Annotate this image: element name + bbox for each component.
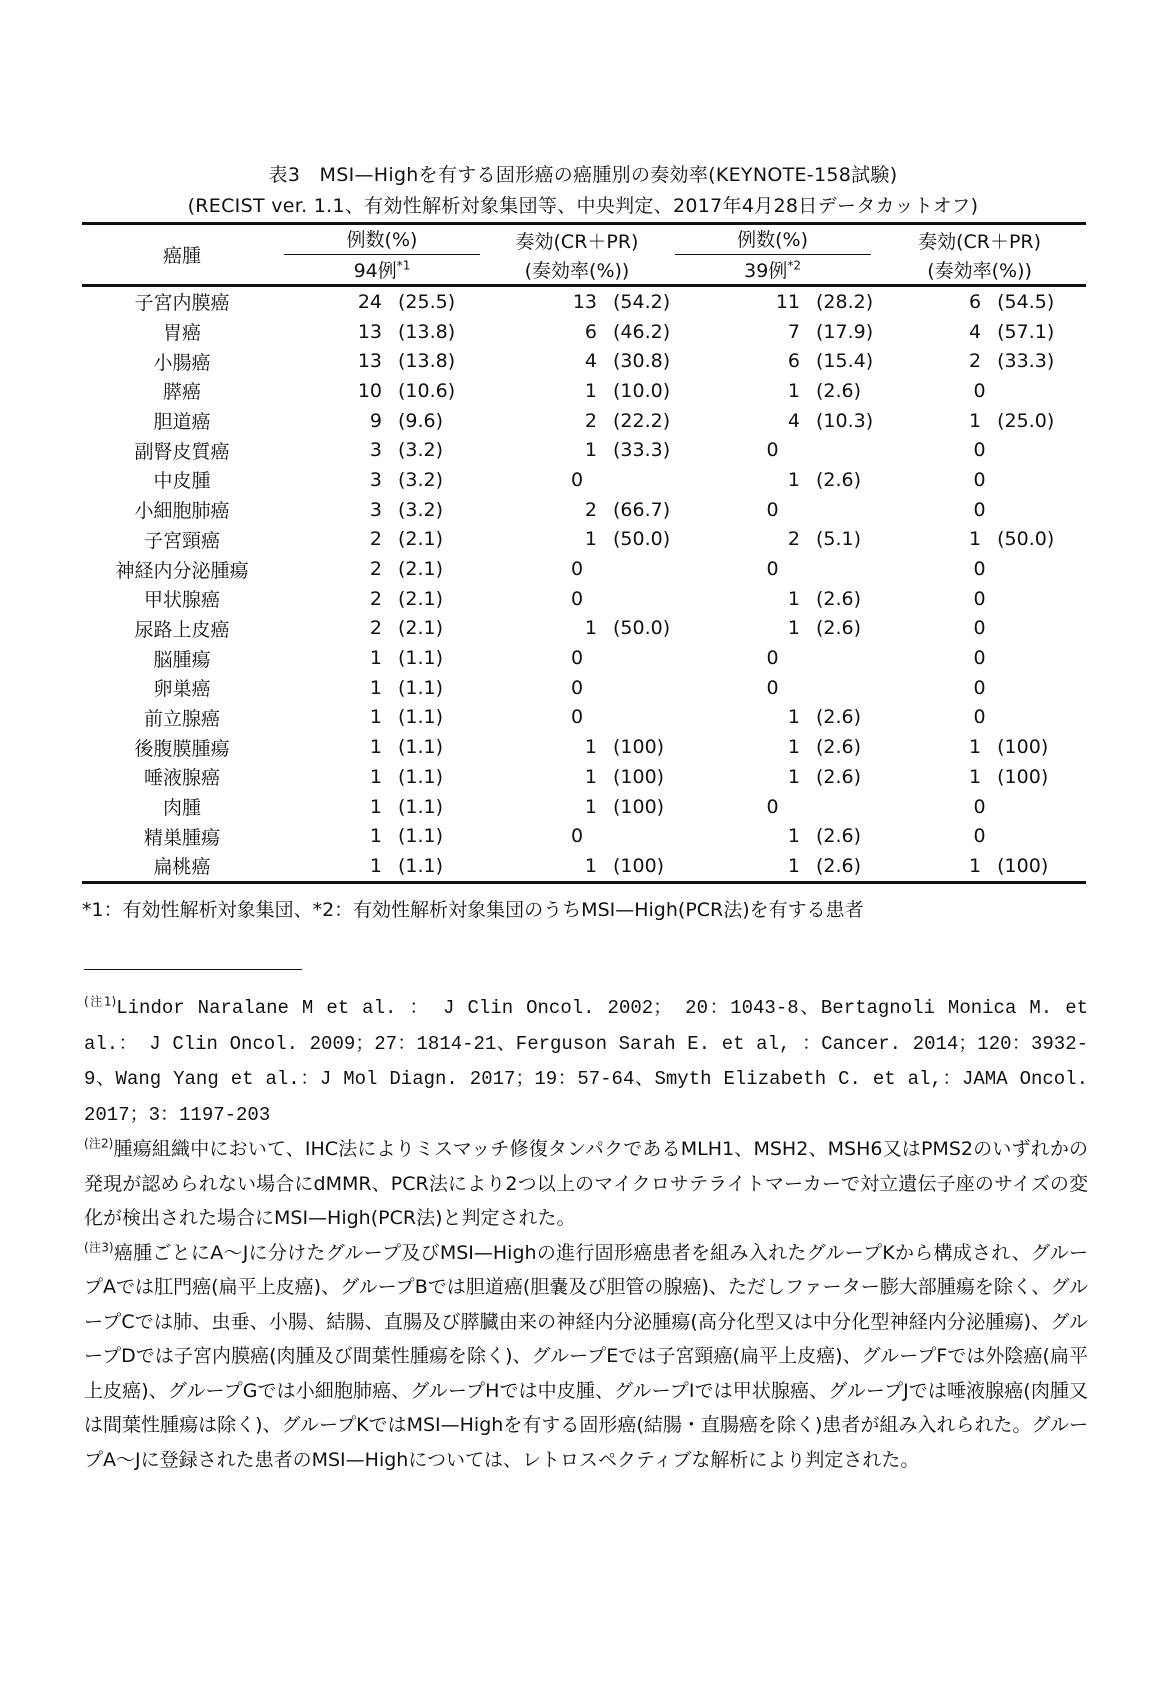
response-94: 4 (30.8) <box>584 350 671 373</box>
tumor-type: 扁桃癌 <box>82 851 282 882</box>
response-39: 2 (33.3) <box>969 350 1055 373</box>
header-94-cases: 94例$^{*1}$ <box>282 255 482 286</box>
response-39: 0 <box>973 379 986 402</box>
footnote-separator <box>84 969 302 970</box>
header-response-94: 奏効(CR＋PR) <box>482 224 672 256</box>
count-94: 2 (2.1) <box>369 587 444 610</box>
response-94: 1 (33.3) <box>584 439 671 462</box>
tumor-type: 肉腫 <box>162 797 201 820</box>
header-count-39: 例数(%) <box>672 224 873 256</box>
tumor-type: 胃癌 <box>162 322 201 345</box>
count-94: 13 (13.8) <box>357 320 456 343</box>
response-39: 0 <box>973 617 986 640</box>
tumor-type: 副腎皮質癌 <box>134 440 230 463</box>
response-39: 1 (25.0) <box>969 409 1055 432</box>
response-39: 0 <box>973 468 986 491</box>
count-94: 3 (3.2) <box>369 498 444 521</box>
response-94: 13 (54.2) <box>572 290 671 313</box>
response-39: 0 <box>973 558 986 581</box>
count-94: 1 (1.1) <box>369 765 444 788</box>
table-row <box>82 317 1086 347</box>
response-94: 1 (100) <box>482 851 672 882</box>
response-39: 6 (54.5) <box>969 290 1055 313</box>
count-39: 1 (2.6) <box>787 825 862 848</box>
tumor-type: 小腸癌 <box>153 351 211 374</box>
table-row <box>82 643 1086 673</box>
response-39: 0 <box>973 706 986 729</box>
table-row <box>82 286 1086 317</box>
header-count-94: 例数(%) <box>282 224 482 256</box>
table-row <box>82 762 1086 792</box>
count-39: 0 <box>766 676 779 699</box>
table-row <box>82 821 1086 851</box>
count-94: 1 (1.1) <box>369 795 444 818</box>
table-row <box>82 406 1086 436</box>
count-94: 24 (25.5) <box>357 290 456 313</box>
count-94: 9 (9.6) <box>369 409 444 432</box>
response-94: 2 (22.2) <box>584 409 671 432</box>
response-94: 0 <box>570 468 584 491</box>
tumor-type: 尿路上皮癌 <box>134 618 230 641</box>
table-footnote: *1：有効性解析対象集団、*2：有効性解析対象集団のうちMSI—High(PCR法)を有する患者 <box>82 899 864 921</box>
count-94: 13 (13.8) <box>357 350 456 373</box>
header-response-39: 奏効(CR＋PR) <box>873 224 1086 256</box>
count-39: 1 (2.6) <box>787 587 862 610</box>
response-39: 0 <box>973 647 986 670</box>
tumor-type: 中皮腫 <box>153 470 211 493</box>
count-94: 1 (1.1) <box>369 825 444 848</box>
table-row <box>82 554 1086 584</box>
count-94: 1 (1.1) <box>369 647 444 670</box>
count-39: 0 <box>766 439 779 462</box>
count-39: 7 (17.9) <box>787 320 874 343</box>
notes-section <box>84 990 1088 1477</box>
response-94: 0 <box>570 676 584 699</box>
table-row <box>82 435 1086 465</box>
count-39: 1 (2.6) <box>787 617 862 640</box>
note-2: $^{(注2)}$腫瘍組織中において、IHC法によりミスマッチ修復タンパクであるMLH1、MSH2、MSH6又はPMS2のいずれかの発現が認められない場合にdMMR、PCR法により2つ以上のマイクロサテライトマーカーで対立遺伝子座のサイズの変化が検出された場合にMSI—High(PCR法)と判定された。 <box>84 1136 1088 1229</box>
count-39: 0 <box>766 795 779 818</box>
count-39: 0 <box>766 647 779 670</box>
table-row <box>82 614 1086 644</box>
table-title: 表3 MSI—Highを有する固形癌の癌腫別の奏効率(KEYNOTE-158試験) <box>268 164 898 186</box>
response-39: 0 <box>973 498 986 521</box>
response-39: 0 <box>973 795 986 818</box>
count-39: 1 (2.6) <box>787 379 862 402</box>
response-94: 1 (50.0) <box>584 528 671 551</box>
tumor-type: 精巣腫瘍 <box>143 826 220 849</box>
count-94: 2 (2.1) <box>369 617 444 640</box>
count-94: 3 (3.2) <box>369 468 444 491</box>
count-39: 6 (15.4) <box>787 350 874 373</box>
response-94: 1 (100) <box>584 736 665 759</box>
response-94: 0 <box>570 706 584 729</box>
header-39-cases: 39例$^{*2}$ <box>672 255 873 286</box>
count-94: 1 (1.1) <box>369 736 444 759</box>
count-39: 1 (2.6) <box>787 736 862 759</box>
count-39: 1 (2.6) <box>787 468 862 491</box>
header-response-rate-94: (奏効率(%)) <box>482 255 672 286</box>
count-94: 2 (2.1) <box>369 528 444 551</box>
response-39: 1 (100) <box>873 851 1086 882</box>
tumor-type: 胆道癌 <box>153 411 211 434</box>
table-subtitle: (RECIST ver. 1.1、有効性解析対象集団等、中央判定、2017年4月28日データカットオフ) <box>187 195 979 217</box>
count-94: 3 (3.2) <box>369 439 444 462</box>
table-row <box>82 792 1086 822</box>
count-39: 1 (2.6) <box>787 765 862 788</box>
table-row <box>82 465 1086 495</box>
count-39: 4 (10.3) <box>787 409 874 432</box>
response-39: 1 (100) <box>969 736 1049 759</box>
response-rate-table <box>82 222 1086 884</box>
count-94: 1 (1.1) <box>369 676 444 699</box>
table-row <box>82 346 1086 376</box>
response-94: 0 <box>570 647 584 670</box>
response-39: 1 (100) <box>969 765 1049 788</box>
count-39: 1 (2.6) <box>787 706 862 729</box>
tumor-type: 甲状腺癌 <box>143 589 220 612</box>
response-94: 0 <box>570 825 584 848</box>
count-39: 0 <box>766 498 779 521</box>
table-row <box>82 851 1086 882</box>
response-94: 6 (46.2) <box>584 320 671 343</box>
count-94: 10 (10.6) <box>357 379 456 402</box>
count-39: 0 <box>766 558 779 581</box>
response-94: 0 <box>570 558 584 581</box>
table-row <box>82 703 1086 733</box>
response-39: 0 <box>973 439 986 462</box>
header-tumor: 癌腫 <box>82 224 282 286</box>
tumor-type: 卵巣癌 <box>153 678 211 701</box>
tumor-type: 脳腫瘍 <box>153 648 211 671</box>
tumor-type: 小細胞肺癌 <box>134 500 230 523</box>
table-row <box>82 376 1086 406</box>
table-row <box>82 525 1086 555</box>
tumor-type: 神経内分泌腫瘍 <box>115 559 249 582</box>
response-94: 1 (100) <box>584 765 665 788</box>
response-94: 2 (66.7) <box>584 498 671 521</box>
count-39: 1 (2.6) <box>672 851 873 882</box>
count-39: 11 (28.2) <box>775 290 874 313</box>
table-row <box>82 732 1086 762</box>
response-94: 0 <box>570 587 584 610</box>
response-94: 1 (10.0) <box>584 379 671 402</box>
response-39: 0 <box>973 587 986 610</box>
response-39: 4 (57.1) <box>969 320 1055 343</box>
table-row <box>82 495 1086 525</box>
table-row <box>82 673 1086 703</box>
header-response-rate-39: (奏効率(%)) <box>873 255 1086 286</box>
count-39: 2 (5.1) <box>787 528 862 551</box>
tumor-type: 後腹膜腫瘍 <box>134 737 230 760</box>
response-39: 0 <box>973 825 986 848</box>
response-39: 0 <box>973 676 986 699</box>
tumor-type: 子宮内膜癌 <box>134 292 230 315</box>
response-39: 1 (50.0) <box>969 528 1055 551</box>
table-row <box>82 584 1086 614</box>
tumor-type: 膵癌 <box>162 381 201 404</box>
count-94: 1 (1.1) <box>369 706 444 729</box>
tumor-type: 唾液腺癌 <box>143 767 220 790</box>
note-1: $^{(注1)}$Lindor Naralane M et al. ： J Clin Oncol. 2002； 20：1043-8、Bertagnoli Monica M. et al.： J Clin Oncol. 2009；27：1814-21、Ferguson Sarah E. et al, ：Cancer. 2014；120：3932-9、Wang Yang et al.：J Mol Diagn. 2017；19：57-64、Smyth Elizabeth C. et al,：JAMA Oncol. 2017；3：1197-203 <box>84 994 1088 1126</box>
count-94: 2 (2.1) <box>369 558 444 581</box>
count-94: 1 (1.1) <box>282 851 482 882</box>
note-3: $^{(注3)}$癌腫ごとにA～Jに分けたグループ及びMSI—Highの進行固形癌患者を組み入れたグループKから構成され、グループAでは肛門癌(扁平上皮癌)、グループBでは胆道癌(胆嚢及び胆管の腺癌)、ただしファーター膨大部腫瘍を除く、グループCでは肺、虫垂、小腸、結腸、直腸及び膵臓由来の神経内分泌腫瘍(高分化型又は中分化型神経内分泌腫瘍)、グループDでは子宮内膜癌(肉腫及び間葉性腫瘍を除く)、グループEでは子宮頸癌(扁平上皮癌)、グループFでは外陰癌(扁平上皮癌)、グループGでは小細胞肺癌、グループHでは中皮腫、グループIでは甲状腺癌、グループJでは唾液腺癌(肉腫又は間葉性腫瘍は除く)、グループKではMSI—Highを有する固形癌(結腸・直腸癌を除く)患者が組み入れられた。グループA～Jに登録された患者のMSI—Highについては、レトロスペクティブな解析により判定された。 <box>84 1240 1088 1471</box>
tumor-type: 前立腺癌 <box>143 707 220 730</box>
tumor-type: 子宮頸癌 <box>143 529 220 552</box>
response-94: 1 (100) <box>584 795 665 818</box>
response-94: 1 (50.0) <box>584 617 671 640</box>
